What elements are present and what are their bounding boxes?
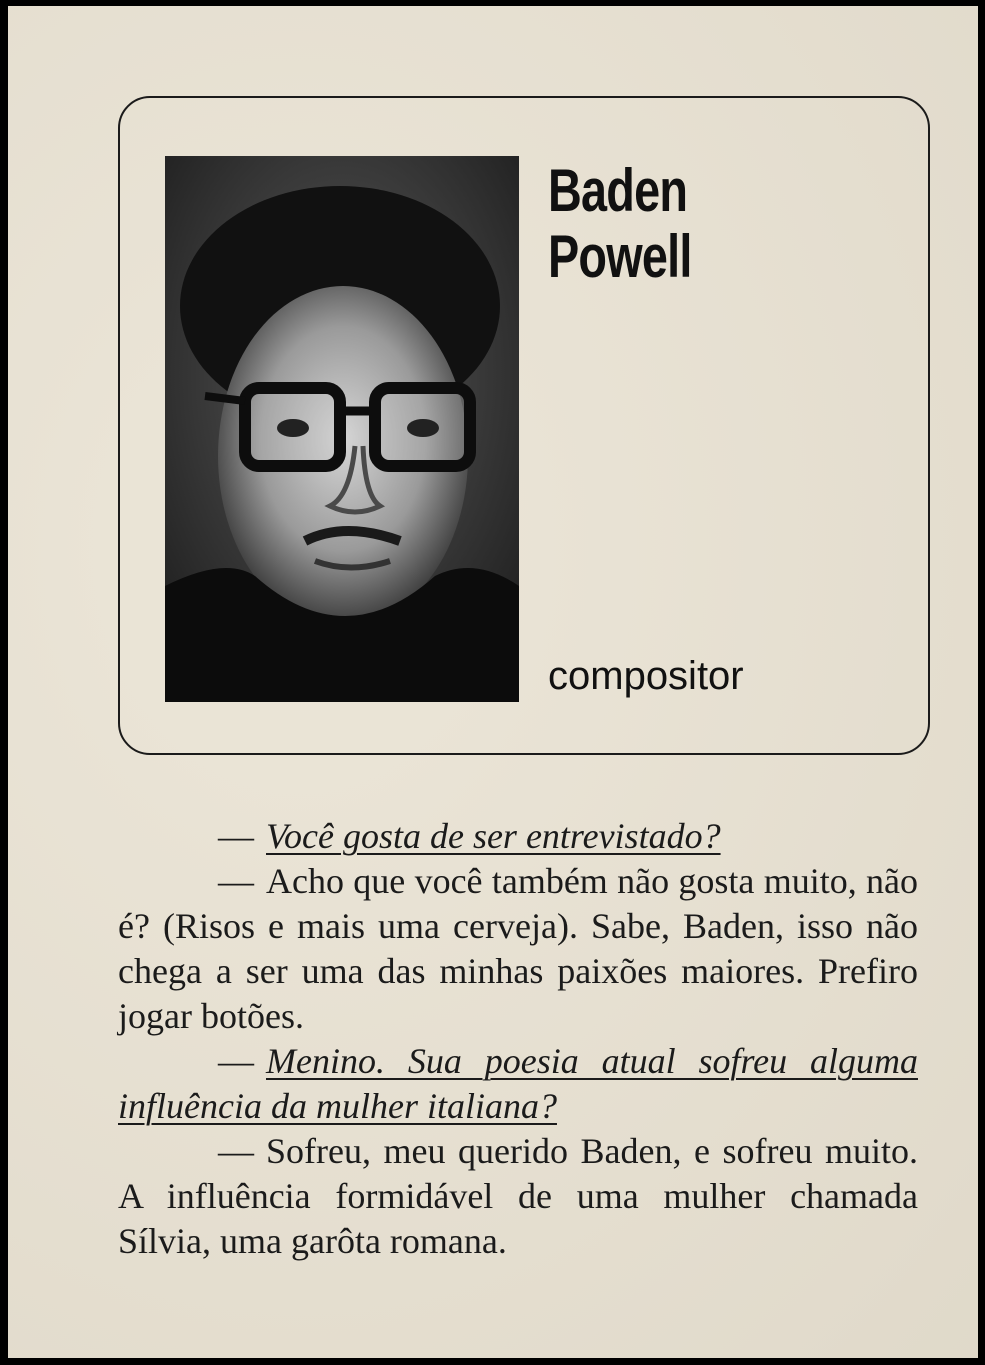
interview-text bbox=[118, 814, 918, 1264]
answer-text: Sofreu, meu querido Baden, e sofreu muito. A influência formidável de uma mulher chamada Sílvia, uma garôta romana. bbox=[118, 1131, 918, 1261]
question-1 bbox=[118, 814, 918, 859]
answer-1 bbox=[118, 859, 918, 1039]
first-name: Baden bbox=[548, 157, 688, 224]
person-role: compositor bbox=[548, 654, 744, 698]
answer-2 bbox=[118, 1129, 918, 1264]
dash: — bbox=[218, 816, 254, 856]
portrait-image bbox=[165, 156, 519, 702]
dash: — bbox=[218, 1131, 254, 1171]
dash: — bbox=[218, 1041, 254, 1081]
question-2 bbox=[118, 1039, 918, 1129]
person-name bbox=[548, 158, 692, 290]
question-text: Menino. Sua poesia atual sofreu alguma influência da mulher italiana? bbox=[118, 1041, 918, 1126]
question-text: Você gosta de ser entrevistado? bbox=[266, 816, 721, 856]
profile-card bbox=[118, 96, 930, 755]
last-name: Powell bbox=[548, 223, 692, 290]
portrait-photo bbox=[165, 156, 519, 702]
answer-text: Acho que você também não gosta muito, não é? (Risos e mais uma cerveja). Sabe, Baden, isso não chega a ser uma das minhas paixões maiores. Prefiro jogar botões. bbox=[118, 861, 918, 1036]
dash: — bbox=[218, 861, 254, 901]
magazine-page bbox=[8, 6, 978, 1358]
